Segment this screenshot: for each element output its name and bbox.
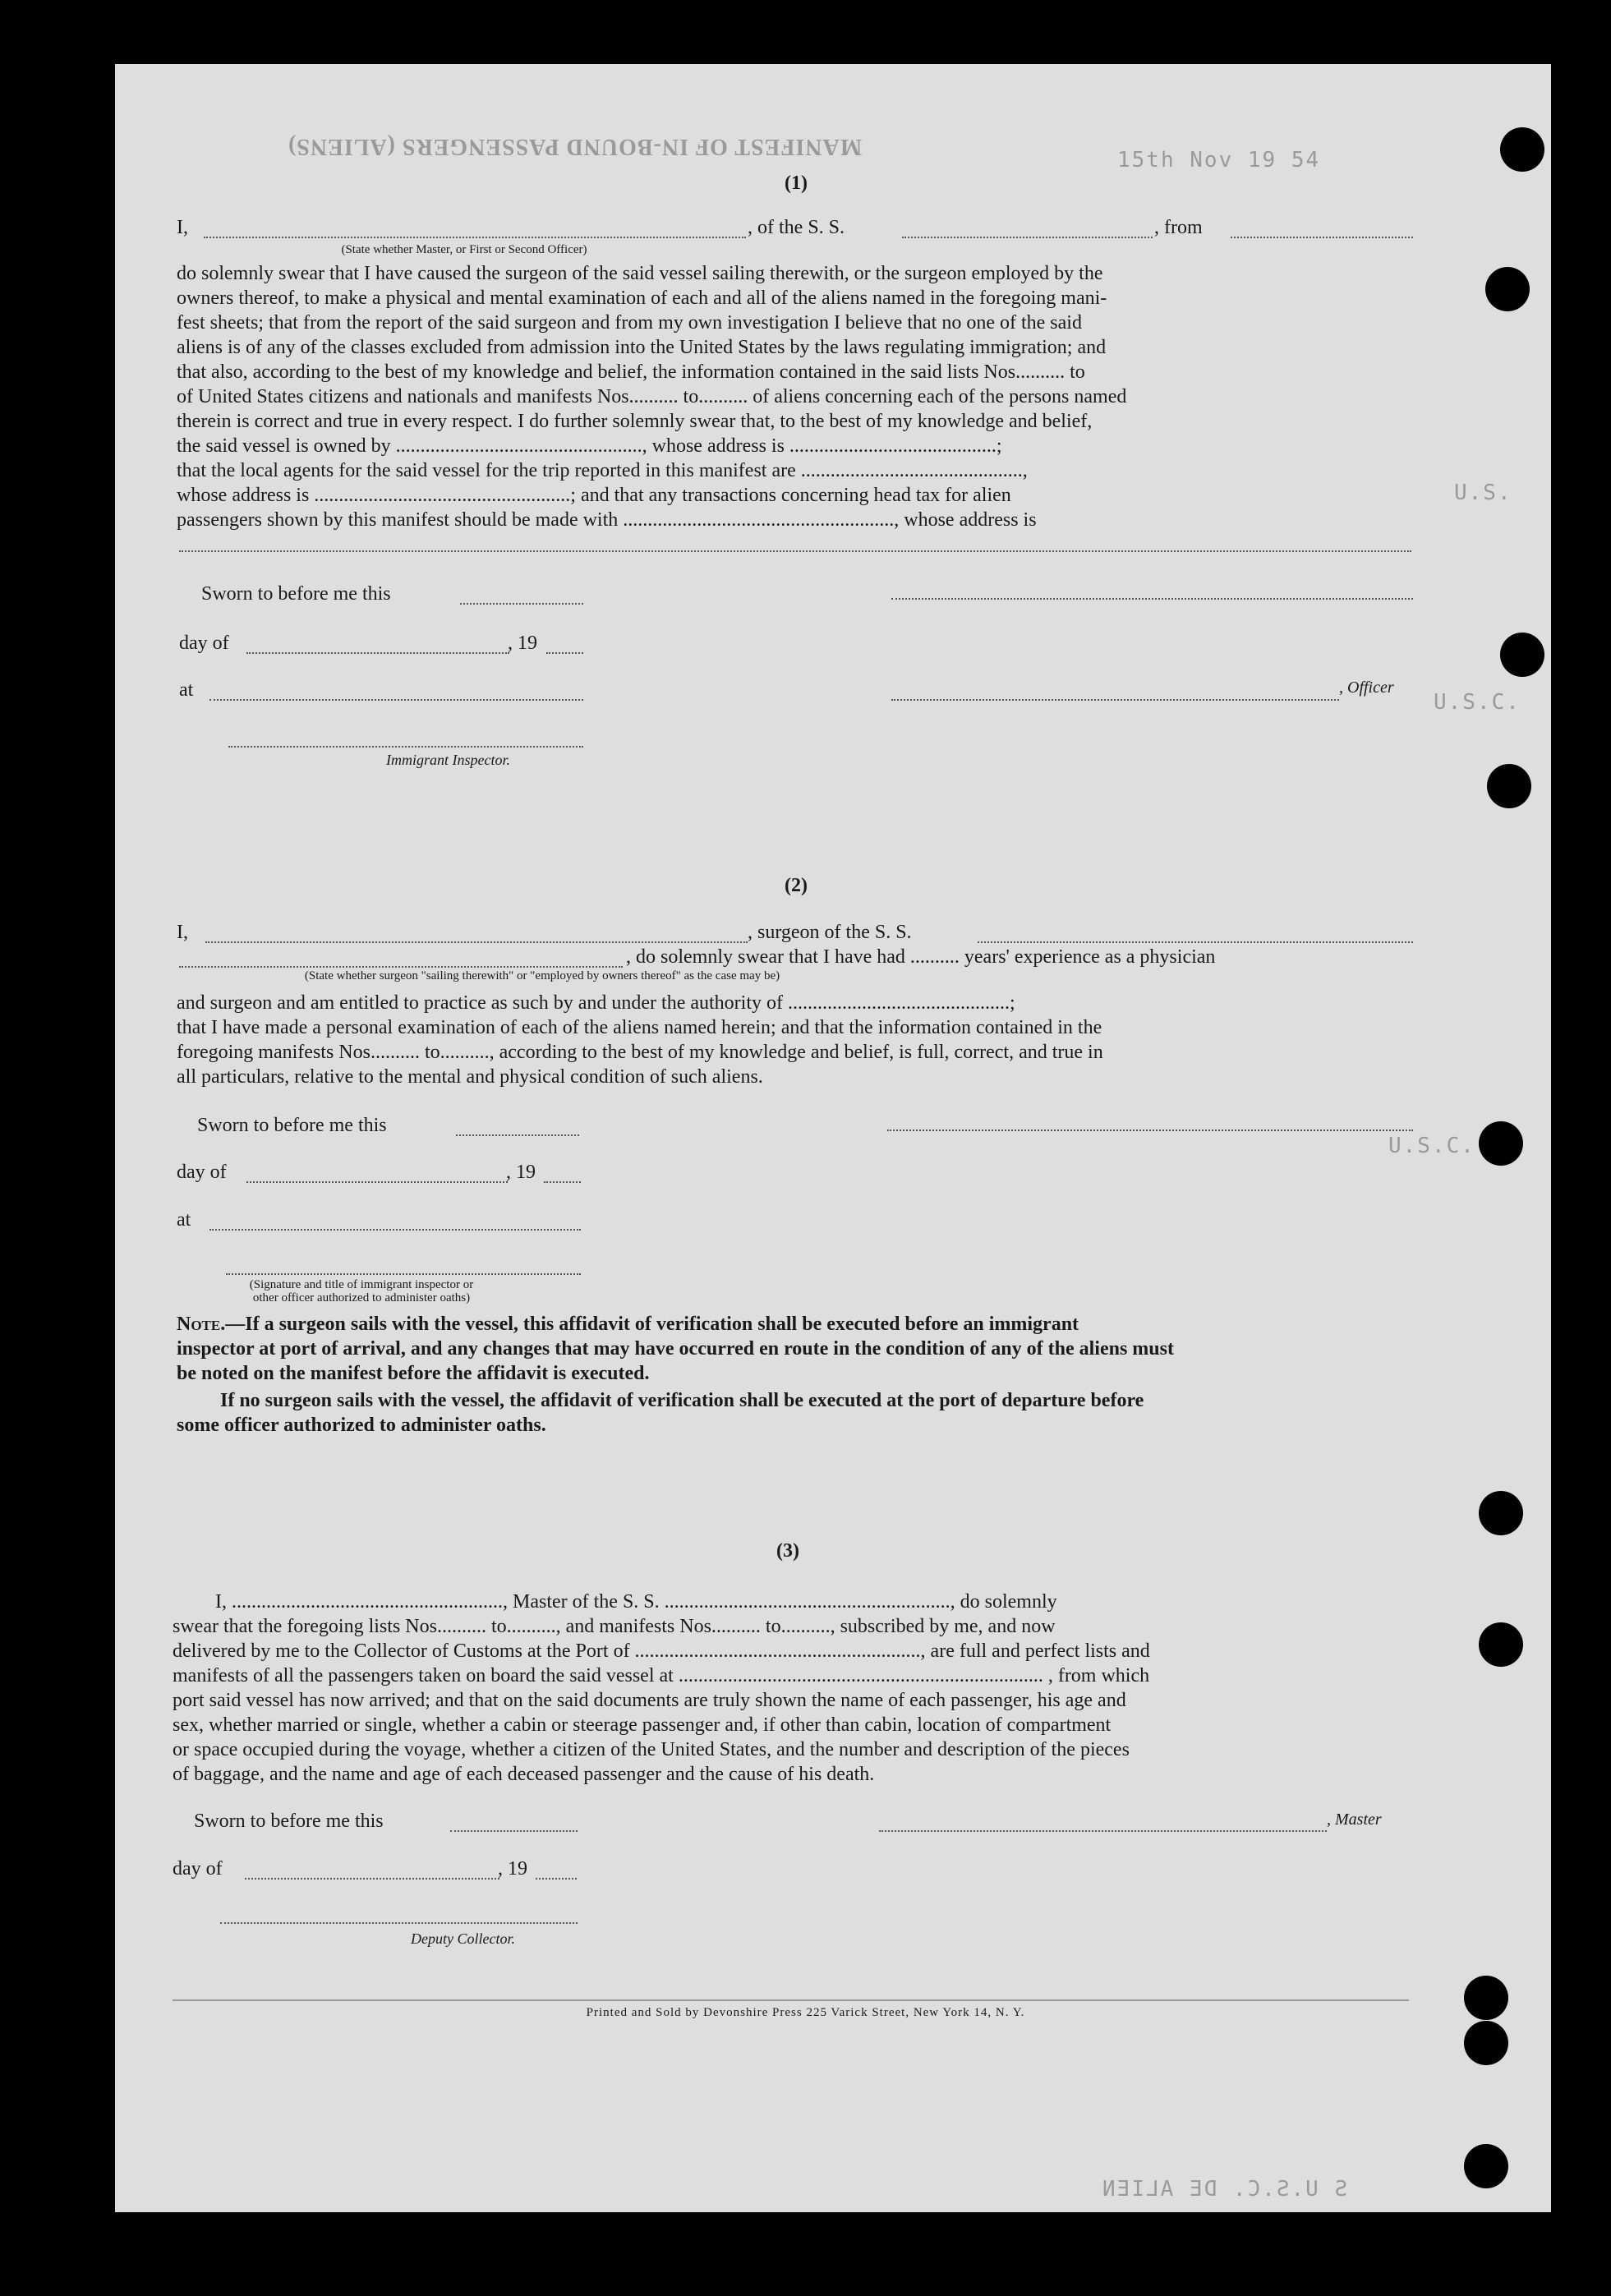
section-1-body-line: owners thereof, to make a physical and mental examination of each and all of the aliens named in the foregoing mani- bbox=[177, 288, 1107, 309]
binder-hole bbox=[1479, 1622, 1523, 1667]
note-text: —If a surgeon sails with the vessel, this affidavit of verification shall be executed before an immigrant bbox=[225, 1314, 1079, 1335]
section-3-year-field[interactable] bbox=[536, 1878, 577, 1880]
section-3-day-field[interactable] bbox=[245, 1878, 499, 1880]
section-1-body-line: therein is correct and true in every respect. I do further solemnly swear that, to the best of my knowledge and belief, bbox=[177, 411, 1093, 432]
section-1-body-line: whose address is ....................................................; and that any transactions concerning head tax for alien bbox=[177, 485, 1011, 506]
section-1-at: at bbox=[179, 679, 194, 701]
binder-hole bbox=[1464, 2021, 1508, 2065]
bleed-through-footer: S U.S.C. DE ALIEN bbox=[1101, 2177, 1348, 2202]
section-1-from-field[interactable] bbox=[1231, 237, 1413, 238]
binder-hole bbox=[1500, 633, 1544, 677]
section-1-from-text: , from bbox=[1154, 217, 1203, 238]
binder-hole bbox=[1464, 2144, 1508, 2188]
section-1-sworn-field[interactable] bbox=[460, 603, 583, 605]
section-1-body-line: that the local agents for the said vessel for the trip reported in this manifest are ............................................., bbox=[177, 460, 1028, 481]
section-2-status-field[interactable] bbox=[179, 966, 623, 968]
section-1-body-line: that also, according to the best of my knowledge and belief, the information contained in the said lists Nos.......... to bbox=[177, 361, 1085, 383]
section-3-master-label: , Master bbox=[1327, 1811, 1382, 1829]
section-3-body-line: swear that the foregoing lists Nos.......... to.........., and manifests Nos.......... to.........., subscribed by me, and now bbox=[173, 1616, 1056, 1637]
note-label: Note. bbox=[177, 1314, 226, 1335]
section-1-body-line: of United States citizens and nationals and manifests Nos.......... to.......... of aliens concerning each of the persons named bbox=[177, 386, 1127, 407]
section-3-sworn: Sworn to before me this bbox=[194, 1811, 384, 1832]
section-1-body-line: do solemnly swear that I have caused the surgeon of the said vessel sailing therewith, or the surgeon employed by the bbox=[177, 263, 1103, 284]
section-3-collector-caption: Deputy Collector. bbox=[411, 1930, 515, 1947]
section-2-inspector-field[interactable] bbox=[226, 1273, 581, 1275]
section-1-sworn: Sworn to before me this bbox=[201, 583, 391, 605]
note-line bbox=[177, 1312, 1413, 1337]
binder-hole bbox=[1500, 127, 1544, 172]
section-1-year-field[interactable] bbox=[546, 652, 583, 654]
section-3-body-line: port said vessel has now arrived; and that on the said documents are truly shown the name of each passenger, his age and bbox=[173, 1690, 1126, 1711]
footer-rule bbox=[173, 1999, 1409, 2001]
section-2-year: , 19 bbox=[506, 1162, 536, 1183]
section-2-at: at bbox=[177, 1209, 191, 1231]
bleed-through-margin-mark: U.S. bbox=[1454, 481, 1512, 505]
section-2-ship-field[interactable] bbox=[978, 941, 1413, 943]
section-1-heading: (1) bbox=[785, 173, 808, 194]
section-2-year-field[interactable] bbox=[544, 1181, 581, 1183]
section-3-body-line: I, ......................................................., Master of the S. S. .........................................................., do solemnly bbox=[215, 1591, 1057, 1613]
section-1-at-field[interactable] bbox=[209, 699, 583, 701]
section-1-ship-field[interactable] bbox=[902, 237, 1153, 238]
section-2-day-of: day of bbox=[177, 1162, 227, 1183]
section-2-body-line: that I have made a personal examination of each of the aliens named herein; and that the information contained in the bbox=[177, 1017, 1102, 1038]
section-1-day-of: day of bbox=[179, 633, 229, 654]
section-1-officer-signature-2[interactable] bbox=[891, 699, 1339, 701]
section-3-heading: (3) bbox=[776, 1540, 799, 1562]
section-1-body-line: the said vessel is owned by .................................................., whose address is ..........................................; bbox=[177, 435, 1002, 457]
section-2-body-line: all particulars, relative to the mental and physical condition of such aliens. bbox=[177, 1066, 763, 1088]
binder-hole bbox=[1479, 1121, 1523, 1166]
section-1-body-line: fest sheets; that from the report of the said surgeon and from my own investigation I believe that no one of the said bbox=[177, 312, 1082, 334]
section-2-note: (State whether surgeon "sailing therewith" or "employed by owners thereof" as the case may be) bbox=[304, 969, 780, 982]
section-2-day-field[interactable] bbox=[246, 1181, 508, 1183]
section-1-body-line: passengers shown by this manifest should be made with ......................................................., whose address is bbox=[177, 509, 1037, 531]
section-3-collector-field[interactable] bbox=[220, 1922, 578, 1924]
section-3-body-line: manifests of all the passengers taken on board the said vessel at .......................................................................... , from which bbox=[173, 1665, 1150, 1686]
section-3-master-signature[interactable] bbox=[879, 1830, 1327, 1832]
binder-hole bbox=[1479, 1491, 1523, 1535]
section-2-signature-field[interactable] bbox=[887, 1130, 1413, 1131]
section-2-body-line: foregoing manifests Nos.......... to.........., according to the best of my knowledge and belief, is full, correct, and true in bbox=[177, 1042, 1103, 1063]
section-2-body-line: and surgeon and am entitled to practice as such by and under the authority of .............................................; bbox=[177, 992, 1015, 1014]
section-3-day-of: day of bbox=[173, 1858, 223, 1880]
bleed-through-margin-mark: U.S.C. bbox=[1434, 690, 1521, 715]
note-line: If no surgeon sails with the vessel, the affidavit of verification shall be executed at the port of departure before bbox=[220, 1390, 1144, 1411]
binder-hole bbox=[1487, 764, 1531, 808]
note-line: be noted on the manifest before the affidavit is executed. bbox=[177, 1363, 650, 1384]
section-3-year: , 19 bbox=[498, 1858, 527, 1880]
binder-hole bbox=[1485, 267, 1530, 311]
section-1-address-field[interactable] bbox=[179, 550, 1411, 552]
section-2-line2: , do solemnly swear that I have had .......... years' experience as a physician bbox=[626, 946, 1216, 968]
section-2-sworn-field[interactable] bbox=[456, 1134, 579, 1136]
section-2-at-field[interactable] bbox=[209, 1229, 581, 1231]
section-2-sworn: Sworn to before me this bbox=[197, 1115, 387, 1136]
note-line: some officer authorized to administer oaths. bbox=[177, 1415, 546, 1436]
section-1-i: I, bbox=[177, 217, 188, 238]
section-1-officer-signature-1[interactable] bbox=[891, 598, 1413, 600]
section-1-officer-field[interactable] bbox=[204, 237, 746, 238]
section-1-officer-label: , Officer bbox=[1339, 679, 1394, 697]
bleed-through-header: MANIFEST OF IN-BOUND PASSENGERS (ALIENS) bbox=[288, 134, 863, 159]
section-3-body-line: sex, whether married or single, whether a cabin or steerage passenger and, if other than cabin, location of compartment bbox=[173, 1714, 1112, 1736]
section-2-i: I, bbox=[177, 922, 188, 943]
section-2-caption: (Signature and title of immigrant inspector or other officer authorized to administer oaths) bbox=[249, 1278, 474, 1304]
bleed-through-date: 15th Nov 19 54 bbox=[1117, 148, 1321, 173]
section-1-inspector-caption: Immigrant Inspector. bbox=[386, 752, 510, 768]
section-2-heading: (2) bbox=[785, 875, 808, 896]
section-1-day-field[interactable] bbox=[246, 652, 509, 654]
printer-imprint: Printed and Sold by Devonshire Press 225 Varick Street, New York 14, N. Y. bbox=[586, 2006, 1025, 2019]
section-1-note: (State whether Master, or First or Second Officer) bbox=[341, 243, 587, 256]
section-2-surgeon-field[interactable] bbox=[205, 941, 748, 943]
bleed-through-margin-mark: U.S.C. bbox=[1388, 1134, 1475, 1158]
section-3-body-line: of baggage, and the name and age of each deceased passenger and the cause of his death. bbox=[173, 1764, 875, 1785]
section-2-ss-label: , surgeon of the S. S. bbox=[748, 922, 912, 943]
section-1-year: , 19 bbox=[508, 633, 537, 654]
section-3-body-line: or space occupied during the voyage, whether a citizen of the United States, and the number and description of the pieces bbox=[173, 1739, 1130, 1760]
section-1-from-label bbox=[1154, 215, 1236, 240]
section-1-body-line: aliens is of any of the classes excluded from admission into the United States by the laws regulating immigration; and bbox=[177, 337, 1107, 358]
section-3-sworn-field[interactable] bbox=[450, 1830, 578, 1832]
note-line: inspector at port of arrival, and any changes that may have occurred en route in the condition of any of the aliens must bbox=[177, 1338, 1174, 1360]
section-1-ss-text: , of the S. S. bbox=[748, 217, 845, 238]
section-3-body-line: delivered by me to the Collector of Customs at the Port of .........................................................., are full and perfect lists and bbox=[173, 1640, 1150, 1662]
section-1-inspector-field[interactable] bbox=[228, 746, 583, 748]
